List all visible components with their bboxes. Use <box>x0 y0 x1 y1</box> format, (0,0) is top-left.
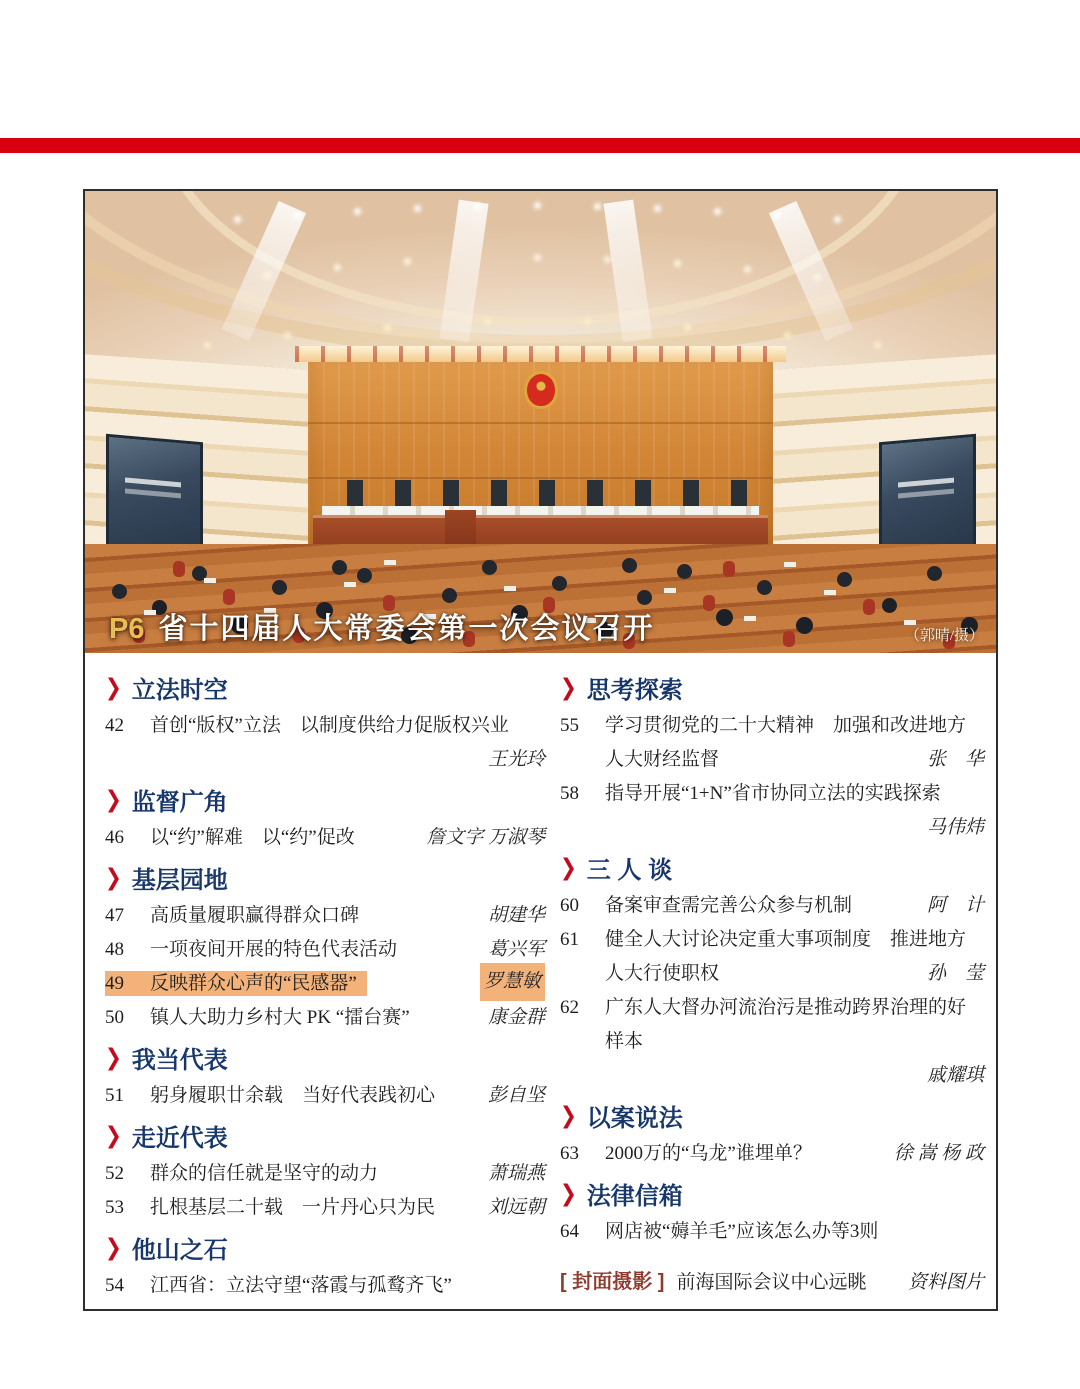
entry-title: 一项夜间开展的特色代表活动 <box>150 939 398 960</box>
section-title-label: 立法时空 <box>131 676 228 704</box>
entry-title: 网店被“薅羊毛”应该怎么办等3则 <box>605 1221 879 1242</box>
section-title <box>105 1113 545 1157</box>
entry-text <box>105 1007 410 1028</box>
entry-authors: 张 华 <box>926 749 984 770</box>
entry-authors: 萧瑞燕 <box>487 1163 545 1184</box>
toc-section <box>560 665 984 845</box>
entry-page-number: 63 <box>560 1143 579 1164</box>
section-entries <box>105 709 545 777</box>
chevron-right-icon: ❯ <box>105 1234 122 1261</box>
section-title-label: 三 人 谈 <box>586 856 673 884</box>
entry-page-number: 46 <box>105 827 124 848</box>
entry-text <box>105 715 509 736</box>
entry-authors: 胡建华 <box>487 905 545 926</box>
toc-section <box>105 1035 545 1113</box>
toc-entry <box>560 923 984 991</box>
chevron-right-icon: ❯ <box>105 864 122 891</box>
caption-page-ref: P6 <box>109 613 145 645</box>
entry-title: 镇人大助力乡村大 PK “擂台赛” <box>150 1007 410 1028</box>
entry-title: 高质量履职赢得群众口碑 <box>150 905 360 926</box>
section-title <box>560 665 984 709</box>
section-entries <box>560 889 984 1093</box>
entry-title: 扎根基层二十载 一片丹心只为民 <box>150 1197 436 1218</box>
section-title <box>105 665 545 709</box>
chevron-right-icon: ❯ <box>560 1102 577 1129</box>
entry-authors: 王光玲 <box>487 749 545 770</box>
entry-title: 2000万的“乌龙”谁埋单？ <box>605 1143 812 1164</box>
section-title-label: 法律信箱 <box>586 1182 683 1210</box>
section-title <box>105 777 545 821</box>
chevron-right-icon: ❯ <box>105 1044 122 1071</box>
toc-section <box>560 845 984 1093</box>
entry-page-number: 54 <box>105 1275 124 1296</box>
chevron-right-icon: ❯ <box>105 674 122 701</box>
entry-page-number: 62 <box>560 997 579 1018</box>
entry-text <box>105 1163 378 1184</box>
entry-text <box>560 715 966 770</box>
entry-authors: 马伟炜 <box>926 817 984 838</box>
toc-right-column <box>560 665 984 1309</box>
toc-left-column <box>105 665 545 1309</box>
entry-page-number: 52 <box>105 1163 124 1184</box>
section-title-label: 以案说法 <box>586 1104 683 1132</box>
entry-authors: 康金群 <box>487 1007 545 1028</box>
toc-entry <box>105 967 545 1001</box>
entry-title: 学习贯彻党的二十大精神 加强和改进地方人大财经监督 <box>605 715 967 770</box>
entry-page-number: 53 <box>105 1197 124 1218</box>
entry-page-number: 55 <box>560 715 579 736</box>
toc-entry <box>105 1001 545 1035</box>
toc-section <box>105 665 545 777</box>
entry-text <box>560 1143 812 1164</box>
entry-authors: 罗慧敏 <box>480 963 545 1001</box>
toc-section <box>105 777 545 855</box>
toc-entry <box>560 1215 984 1249</box>
entry-title: 备案审查需完善公众参与机制 <box>605 895 853 916</box>
toc-entry <box>105 1157 545 1191</box>
entry-authors: 葛兴军 <box>487 939 545 960</box>
section-title <box>105 855 545 899</box>
chevron-right-icon: ❯ <box>105 1122 122 1149</box>
toc-entry <box>560 1137 984 1171</box>
entry-text <box>105 905 359 926</box>
entry-authors: 刘远朝 <box>487 1197 545 1218</box>
section-entries <box>105 1079 545 1113</box>
toc-entry <box>105 821 545 855</box>
entry-text <box>560 1221 878 1242</box>
entry-title: 健全人大讨论决定重大事项制度 推进地方人大行使职权 <box>605 929 967 984</box>
section-title-label: 监督广角 <box>131 788 228 816</box>
entry-page-number: 50 <box>105 1007 124 1028</box>
toc-entry <box>560 889 984 923</box>
section-title-label: 我当代表 <box>131 1046 228 1074</box>
entry-page-number: 51 <box>105 1085 124 1106</box>
entry-text <box>105 939 397 960</box>
entry-page-number: 47 <box>105 905 124 926</box>
section-entries <box>105 1269 545 1303</box>
chevron-right-icon: ❯ <box>560 854 577 881</box>
national-emblem-icon <box>524 371 558 409</box>
toc-section <box>560 1093 984 1171</box>
toc-entry <box>105 709 545 777</box>
toc-entry <box>560 709 984 777</box>
entry-title: 反映群众心声的“民感器” <box>150 973 357 994</box>
section-title-label: 他山之石 <box>131 1236 228 1264</box>
cover-photo-title: 前海国际会议中心远眺 <box>676 1272 867 1293</box>
entry-title: 躬身履职廿余载 当好代表践初心 <box>150 1085 436 1106</box>
entry-text <box>560 997 966 1052</box>
cover-photo-row <box>560 1265 984 1300</box>
entry-title: 指导开展“1+N”省市协同立法的实践探索 <box>605 783 941 804</box>
section-entries <box>560 709 984 845</box>
toc-entry <box>560 991 984 1093</box>
projection-screen-left <box>106 434 203 563</box>
projection-screen-right <box>879 434 976 563</box>
entry-page-number: 58 <box>560 783 579 804</box>
wall-seam <box>308 422 773 424</box>
section-title <box>560 1093 984 1137</box>
entry-text <box>105 971 367 996</box>
table-of-contents <box>85 653 996 1309</box>
section-title <box>560 1171 984 1215</box>
section-title-label: 思考探索 <box>586 676 683 704</box>
toc-entry <box>105 1079 545 1113</box>
chevron-right-icon: ❯ <box>560 674 577 701</box>
entry-title: 江西省：立法守望“落霞与孤鹜齐飞” <box>150 1275 452 1296</box>
entry-authors: 彭自坚 <box>487 1085 545 1106</box>
content-frame <box>83 189 998 1311</box>
section-entries <box>560 1215 984 1249</box>
chevron-right-icon: ❯ <box>105 786 122 813</box>
cove-lighting <box>295 346 787 363</box>
chevron-right-icon: ❯ <box>560 1180 577 1207</box>
section-title <box>105 1035 545 1079</box>
top-red-rule <box>0 138 1080 153</box>
toc-section <box>105 1225 545 1303</box>
caption-title: 省十四届人大常委会第一次会议召开 <box>158 613 655 645</box>
entry-text <box>105 827 355 848</box>
section-title <box>105 1225 545 1269</box>
photo-caption <box>109 606 655 647</box>
entry-text <box>105 1085 435 1106</box>
entry-text <box>560 895 852 916</box>
entry-page-number: 60 <box>560 895 579 916</box>
section-entries <box>105 899 545 1035</box>
toc-entry <box>105 1269 545 1303</box>
section-entries <box>105 1157 545 1225</box>
toc-section <box>560 1171 984 1249</box>
entry-page-number: 48 <box>105 939 124 960</box>
entry-text <box>105 1275 452 1296</box>
toc-entry <box>105 1191 545 1225</box>
entry-title: 首创“版权”立法 以制度供给力促版权兴业 <box>150 715 509 736</box>
section-entries <box>105 821 545 855</box>
entry-authors: 詹文字 万淑琴 <box>426 827 545 848</box>
toc-entry <box>105 933 545 967</box>
entry-title: 以“约”解难 以“约”促改 <box>150 827 355 848</box>
entry-page-number: 61 <box>560 929 579 950</box>
toc-entry <box>105 899 545 933</box>
entry-page-number: 64 <box>560 1221 579 1242</box>
entry-authors: 孙 莹 <box>926 963 984 984</box>
section-title-label: 基层园地 <box>131 866 228 894</box>
desk-papers <box>85 191 95 194</box>
entry-title: 广东人大督办河流治污是推动跨界治理的好样本 <box>605 997 967 1052</box>
photo-credit: （郭晴/摄） <box>904 628 984 644</box>
entry-title: 群众的信任就是坚守的动力 <box>150 1163 379 1184</box>
cover-photo-credit: 资料图片 <box>907 1272 984 1293</box>
entry-authors: 戚耀琪 <box>926 1065 984 1086</box>
section-entries <box>560 1137 984 1171</box>
entry-page-number: 42 <box>105 715 124 736</box>
entry-text <box>105 1197 435 1218</box>
entry-text <box>560 929 966 984</box>
toc-section <box>105 855 545 1035</box>
toc-section <box>105 1113 545 1225</box>
entry-authors: 阿 计 <box>926 895 984 916</box>
entry-text <box>560 783 941 804</box>
cover-photo-label: [ 封面摄影 ] <box>560 1271 665 1293</box>
section-title-label: 走近代表 <box>131 1124 228 1152</box>
conference-hall-photo <box>85 191 996 653</box>
entry-page-number: 49 <box>105 973 124 994</box>
section-title <box>560 845 984 889</box>
toc-entry <box>560 777 984 845</box>
entry-authors: 徐 嵩 杨 政 <box>893 1143 984 1164</box>
